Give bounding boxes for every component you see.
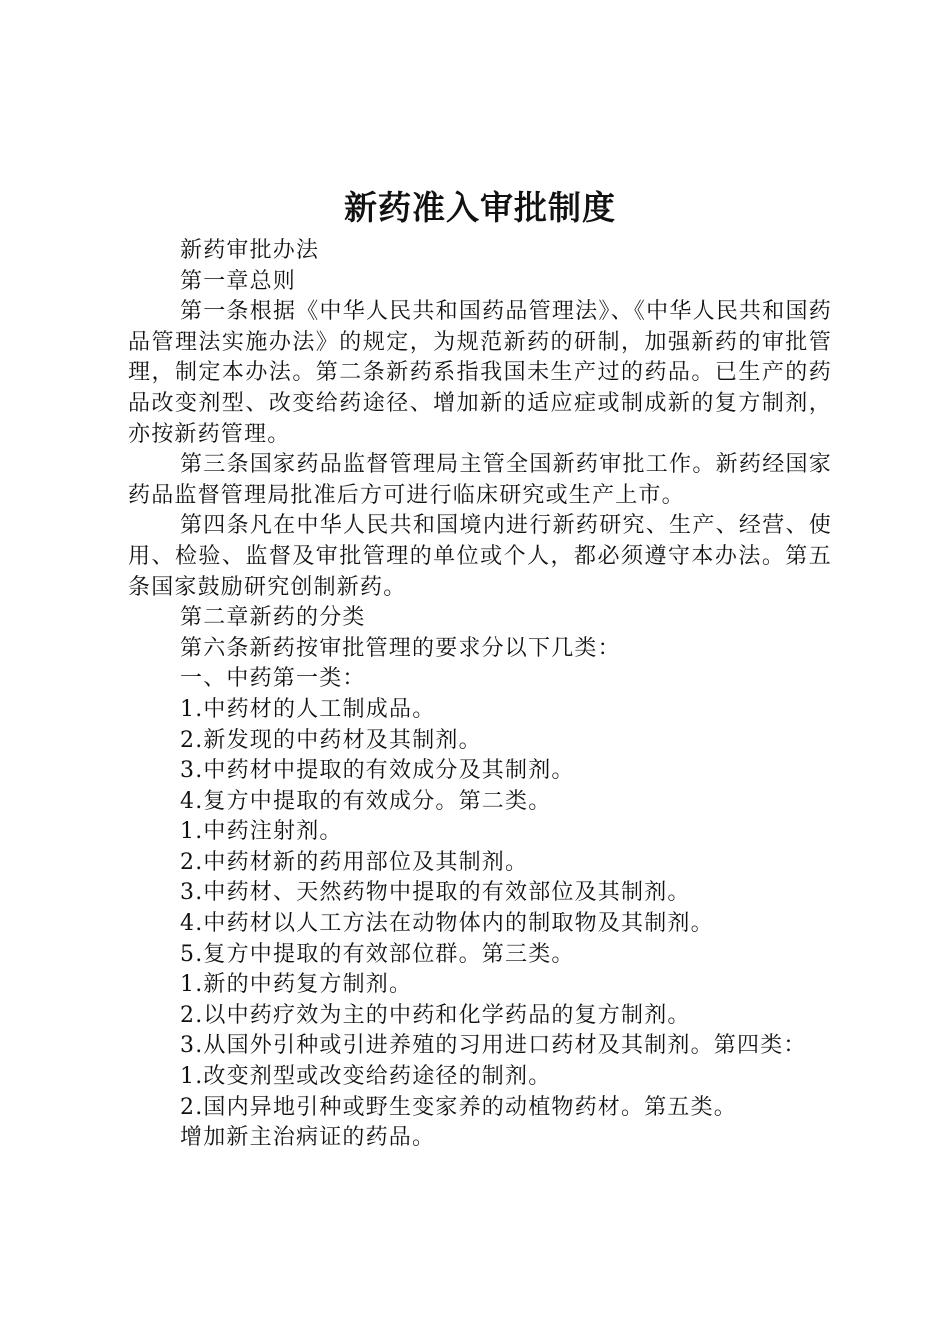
list-item: 1.中药材的人工制成品。 [180,696,436,722]
list-item: 5.复方中提取的有效部位群。第三类。 [180,941,575,967]
category-heading: 一、中药第一类： [180,666,366,692]
list-item: 3.中药材中提取的有效成分及其制剂。 [180,758,575,784]
article-paragraph: 第六条新药按审批管理的要求分以下几类： [180,635,621,661]
article-paragraph: 第四条凡在中华人民共和国境内进行新药研究、生产、经营、使用、检验、监督及审批管理的单位或个人，都必须遵守本办法。第五条国家鼓励研究创制新药。 [128,513,832,600]
chapter-heading: 第二章新药的分类 [180,605,366,631]
list-item: 1.中药注射剂。 [180,819,343,845]
list-item: 增加新主治病证的药品。 [180,1125,436,1151]
list-item: 1.改变剂型或改变给药途径的制剂。 [180,1064,552,1090]
list-item: 1.新的中药复方制剂。 [180,972,413,998]
list-item: 4.中药材以人工方法在动物体内的制取物及其制剂。 [180,911,714,937]
list-item: 3.中药材、天然药物中提取的有效部位及其制剂。 [180,880,691,906]
subtitle-paragraph: 新药审批办法 [180,238,320,263]
document-page [128,186,832,1154]
list-item: 2.国内异地引种或野生变家养的动植物药材。第五类。 [180,1094,737,1120]
article-paragraph: 第一条根据《中华人民共和国药品管理法》、《中华人民共和国药品管理法实施办法》的规定，为规范新药的研制，加强新药的审批管理，制定本办法。第二条新药系指我国未生产过的药品。已生产的药品改变剂型、改变给药途径、增加新的适应症或制成新的复方制剂，亦按新药管理。 [128,299,832,447]
list-item: 4.复方中提取的有效成分。第二类。 [180,788,552,814]
chapter-heading: 第一章总则 [180,268,297,294]
list-item: 2.新发现的中药材及其制剂。 [180,727,482,753]
list-item: 2.中药材新的药用部位及其制剂。 [180,849,529,875]
document-title: 新药准入审批制度 [344,188,616,227]
list-item: 2.以中药疗效为主的中药和化学药品的复方制剂。 [180,1002,691,1028]
list-item: 3.从国外引种或引进养殖的习用进口药材及其制剂。第四类： [180,1033,807,1059]
article-paragraph: 第三条国家药品监督管理局主管全国新药审批工作。新药经国家药品监督管理局批准后方可进行临床研究或生产上市。 [128,452,832,508]
